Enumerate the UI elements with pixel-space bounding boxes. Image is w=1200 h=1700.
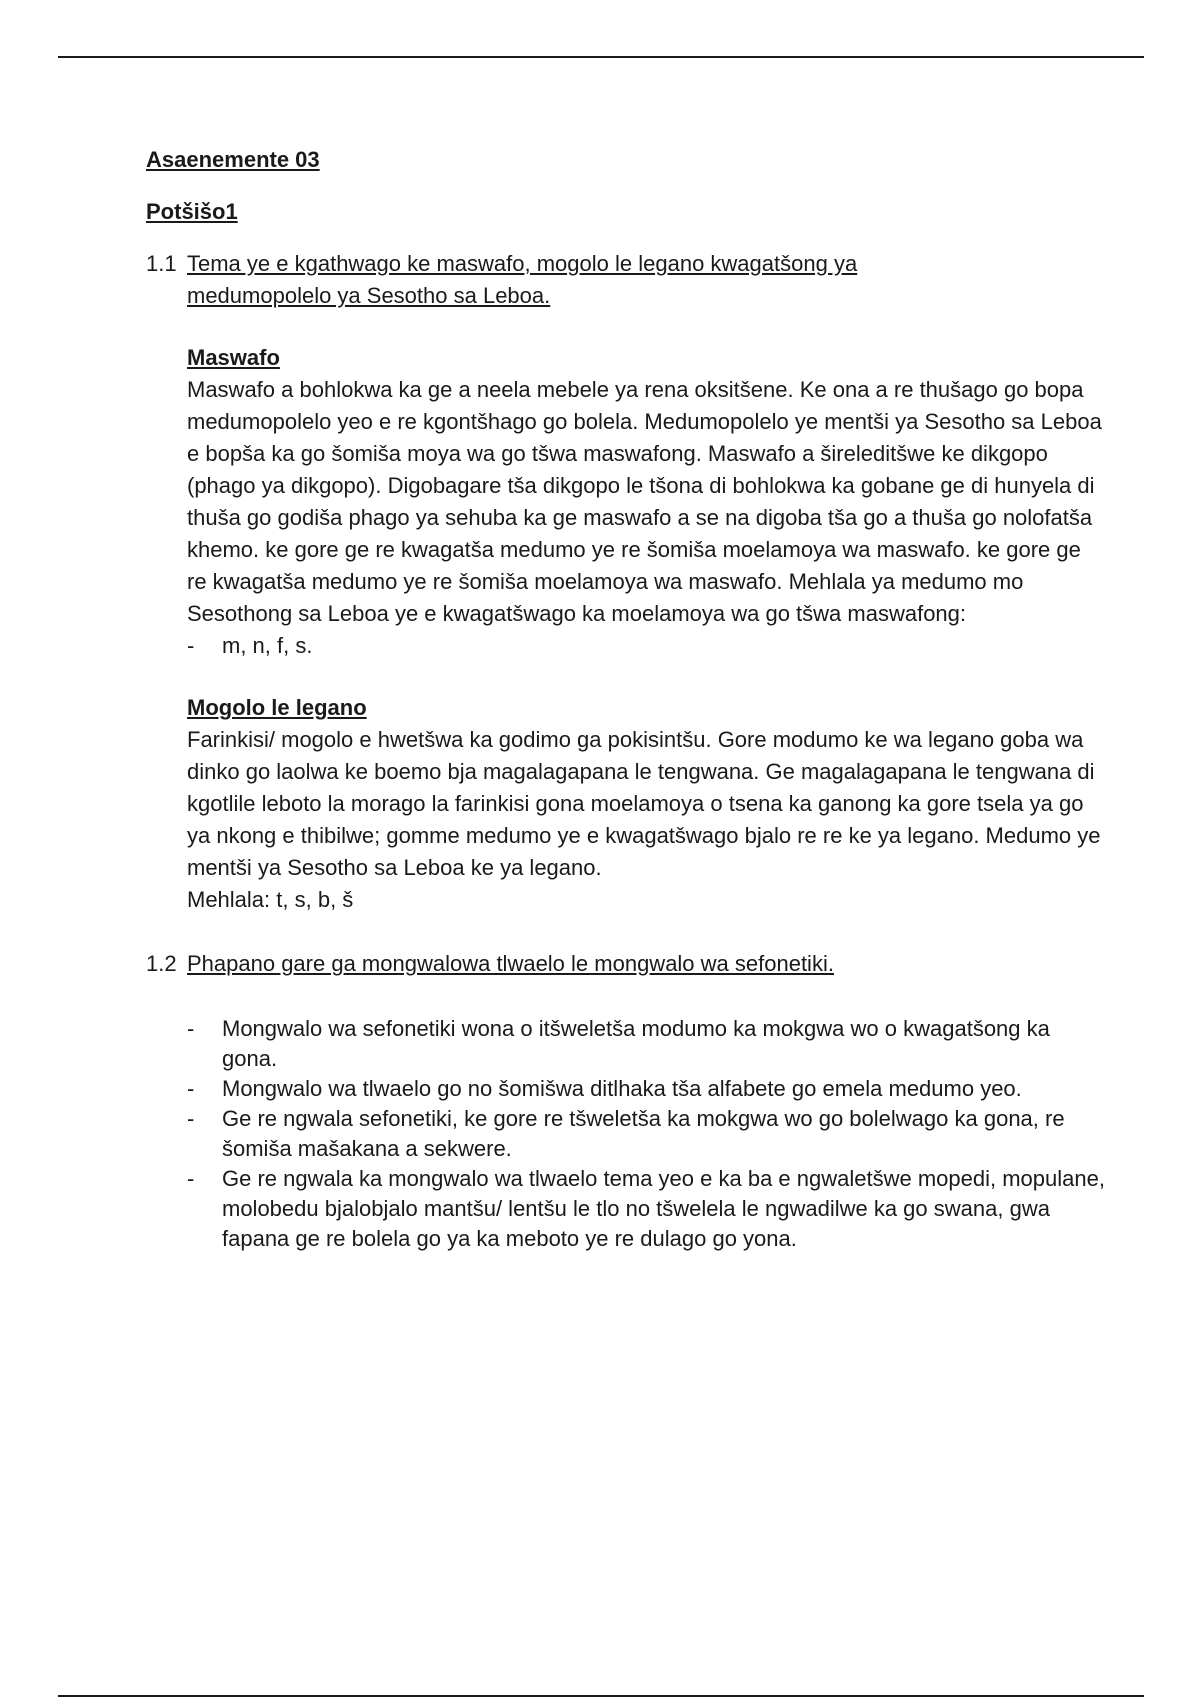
list-item-text: Ge re ngwala ka mongwalo wa tlwaelo tema yeo e ka ba e ngwaletšwe mopedi, mopulane, molobedu bjalobjalo mantšu/ lentšu le tlo no tšwelela le ngwadilwe ka go swana, gwa fapana ge re bolela go ya ka meboto ye re dulago go yona. [222, 1166, 1105, 1251]
bullet-dash: - [187, 1016, 195, 1041]
footer-rule [58, 1695, 1144, 1697]
example-text: m, n, f, s. [222, 633, 313, 658]
question-1-2 [146, 948, 1106, 980]
question-title-line-2: medumopolelo ya Sesotho sa Leboa. [187, 283, 551, 308]
section-paragraph: Maswafo a bohlokwa ka ge a neela mebele ya rena oksitšene. Ke ona a re thušago go bopa medumopolelo yeo e re kgontšhago go bolela. Medumopolelo ye mentši ya Sesotho sa Leboa e bopša ka go šomiša moya wa go tšwa maswafong. Maswafo a šireleditšwe ke dikgopo (phago ya dikgopo). Digobagare tša dikgopo le tšona di bohlokwa ka gobane ge di hunyela di thuša go godiša phago ya sehuba ka ge maswafo a se na digoba tša go a thuša go nolofatša khemo. ke gore ge re kwagatša medumo ye re šomiša moelamoya wa maswafo. ke gore ge re kwagatša medumo ye re šomiša moelamoya wa maswafo. Mehlala ya medumo mo Sesothong sa Leboa ye e kwagatšwago ka moelamoya wa go tšwa maswafong: [187, 377, 1102, 626]
question-1-1 [146, 248, 1106, 312]
example-item [187, 630, 1106, 662]
list-item [187, 1104, 1106, 1164]
bullet-list [187, 1014, 1106, 1254]
section-mogolo [187, 692, 1106, 916]
section-heading: Maswafo [187, 345, 280, 370]
section-heading: Mogolo le legano [187, 695, 367, 720]
question-title: Phapano gare ga mongwalowa tlwaelo le mongwalo wa sefonetiki. [187, 951, 834, 976]
bullet-dash: - [187, 1076, 195, 1101]
question-title [187, 248, 1106, 312]
document-body [146, 144, 1106, 1254]
list-item [187, 1074, 1106, 1104]
list-item [187, 1164, 1106, 1254]
bullet-dash: - [187, 1106, 195, 1131]
question-heading: Potšišo1 [146, 199, 238, 224]
question-number: 1.1 [146, 251, 177, 276]
bullet-dash: - [187, 633, 195, 658]
section-maswafo [187, 342, 1106, 662]
bullet-dash: - [187, 1166, 195, 1191]
question-title-line-1: Tema ye e kgathwago ke maswafo, mogolo le legano kwagatšong ya [187, 251, 858, 276]
list-item-text: Ge re ngwala sefonetiki, ke gore re tšweletša ka mokgwa wo go bolelwago ka gona, re šomiša mašakana a sekwere. [222, 1106, 1065, 1161]
list-item-text: Mongwalo wa tlwaelo go no šomišwa ditlhaka tša alfabete go emela medumo yeo. [222, 1076, 1022, 1101]
examples-line: Mehlala: t, s, b, š [187, 887, 354, 912]
list-item-text: Mongwalo wa sefonetiki wona o itšweletša modumo ka mokgwa wo o kwagatšong ka gona. [222, 1016, 1050, 1071]
section-paragraph: Farinkisi/ mogolo e hwetšwa ka godimo ga pokisintšu. Gore modumo ke wa legano goba wa dinko go laolwa ke boemo bja magalagapana le tengwana. Ge magalagapana le tengwana di kgotlile leboto la morago la farinkisi gona moelamoya o tsena ka ganong ka gore tsela ya go ya nkong e thibilwe; gomme medumo ye e kwagatšwago bjalo re re ke ya legano. Medumo ye mentši ya Sesotho sa Leboa ke ya legano. [187, 727, 1101, 880]
list-item [187, 1014, 1106, 1074]
header-rule [58, 56, 1144, 58]
question-number: 1.2 [146, 951, 177, 976]
document-title: Asaenemente 03 [146, 147, 320, 172]
